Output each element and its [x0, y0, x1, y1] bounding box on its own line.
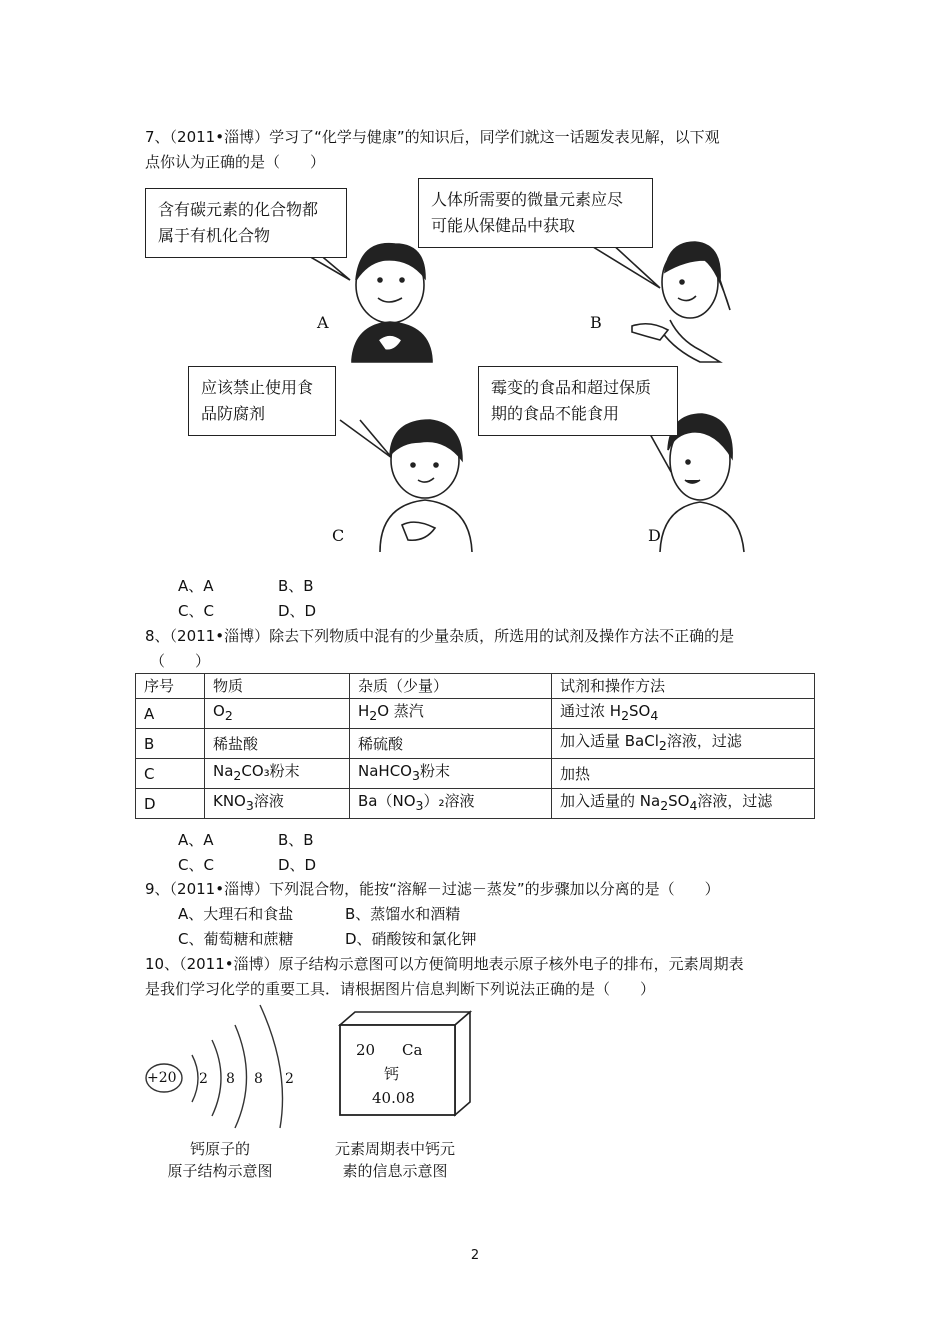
element-number: 20 — [356, 1041, 376, 1059]
q7-bubble-d: 霉变的食品和超过保质 期的食品不能食用 — [478, 366, 678, 436]
q7-stem-line2: 点你认为正确的是（ ） — [145, 153, 326, 171]
row-impurity: $Ba(NO_3)_2$溶液 — [350, 789, 552, 819]
q7-bubble-c: 应该禁止使用食 品防腐剂 — [188, 366, 336, 436]
shell-count: 2 — [199, 1071, 208, 1087]
q7-option-b: B、B — [278, 577, 314, 595]
q9-option-d: D、硝酸铵和氯化钾 — [345, 930, 477, 948]
q9-option-c: C、葡萄糖和蔗糖 — [178, 930, 294, 948]
element-caption: 元素周期表中钙元 素的信息示意图 — [334, 1140, 455, 1180]
q8-option-a: A、A — [178, 831, 214, 849]
q7-letter-a: A — [317, 313, 329, 332]
row-method: 加入适量的 $Na_2SO_4$溶液，过滤 — [552, 789, 815, 819]
row-method: 通过浓 $H_2SO_4$ — [552, 699, 815, 729]
q8-option-d: D、D — [278, 856, 317, 874]
shell-count: 8 — [254, 1071, 263, 1087]
q10-stem-line1: 10、（2011•淄博）原子结构示意图可以方便简明地表示原子核外电子的排布，元素周期表 — [145, 955, 744, 973]
calcium-atom-diagram — [140, 1000, 310, 1134]
row-substance: $KNO_3$溶液 — [205, 789, 350, 819]
header-cell: 物质 — [205, 674, 350, 699]
row-method: 加热 — [552, 759, 815, 789]
q8-stem-line1: 8、（2011•淄博）除去下列物质中混有的少量杂质，所选用的试剂及操作方法不正确的是 — [145, 627, 735, 645]
row-impurity: $H_2O$ 蒸汽 — [350, 699, 552, 729]
row-substance: 稀盐酸 — [205, 729, 350, 759]
person-a — [352, 244, 432, 362]
q9-option-a: A、大理石和食盐 — [178, 905, 294, 923]
q7-letter-c: C — [332, 526, 345, 545]
q7-option-d: D、D — [278, 602, 317, 620]
table-row — [136, 729, 815, 759]
table-header-row — [136, 674, 815, 699]
row-impurity: NaHCO$_3$粉末 — [350, 759, 552, 789]
q7-option-c: C、C — [178, 602, 214, 620]
row-id: D — [136, 789, 205, 819]
element-symbol: Ca — [402, 1041, 423, 1059]
q10-stem-line2: 是我们学习化学的重要工具．请根据图片信息判断下列说法正确的是（ ） — [145, 980, 656, 998]
table-row — [136, 759, 815, 789]
header-cell: 杂质（少量） — [350, 674, 552, 699]
q7-bubble-b: 人体所需要的微量元素应尽 可能从保健品中获取 — [418, 178, 653, 248]
row-impurity: 稀硫酸 — [350, 729, 552, 759]
q8-option-b: B、B — [278, 831, 314, 849]
atom-caption: 钙原子的 原子结构示意图 — [167, 1140, 273, 1180]
row-method: 加入适量 BaCl$_2$溶液，过滤 — [552, 729, 815, 759]
q7-option-a: A、A — [178, 577, 214, 595]
q8-table — [135, 673, 815, 819]
q9-stem: 9、（2011•淄博）下列混合物，能按“溶解－过滤－蒸发”的步骤加以分离的是（ ） — [145, 880, 720, 898]
q7-letter-d: D — [648, 526, 661, 545]
q8-option-c: C、C — [178, 856, 214, 874]
q7-letter-b: B — [590, 313, 602, 332]
shell-count: 2 — [285, 1071, 294, 1087]
row-substance: $O_2$ — [205, 699, 350, 729]
row-id: C — [136, 759, 205, 789]
header-cell: 序号 — [136, 674, 205, 699]
row-id: A — [136, 699, 205, 729]
table-row — [136, 789, 815, 819]
q9-option-b: B、蒸馏水和酒精 — [345, 905, 461, 923]
row-substance: $Na_2CO_3$粉末 — [205, 759, 350, 789]
element-mass: 40.08 — [372, 1089, 415, 1107]
shell-count: 8 — [226, 1071, 235, 1087]
header-cell: 试剂和操作方法 — [552, 674, 815, 699]
row-id: B — [136, 729, 205, 759]
page-number: 2 — [470, 1248, 480, 1263]
element-name: 钙 — [384, 1065, 400, 1083]
q8-stem-line2: （ ） — [150, 652, 211, 670]
q7-bubble-a: 含有碳元素的化合物都 属于有机化合物 — [145, 188, 347, 258]
q7-stem-line1: 7、（2011•淄博）学习了“化学与健康”的知识后，同学们就这一话题发表见解，以下观 — [145, 128, 720, 146]
nucleus-label: +20 — [147, 1070, 177, 1086]
person-b — [632, 242, 730, 362]
person-c — [380, 420, 472, 552]
table-row — [136, 699, 815, 729]
